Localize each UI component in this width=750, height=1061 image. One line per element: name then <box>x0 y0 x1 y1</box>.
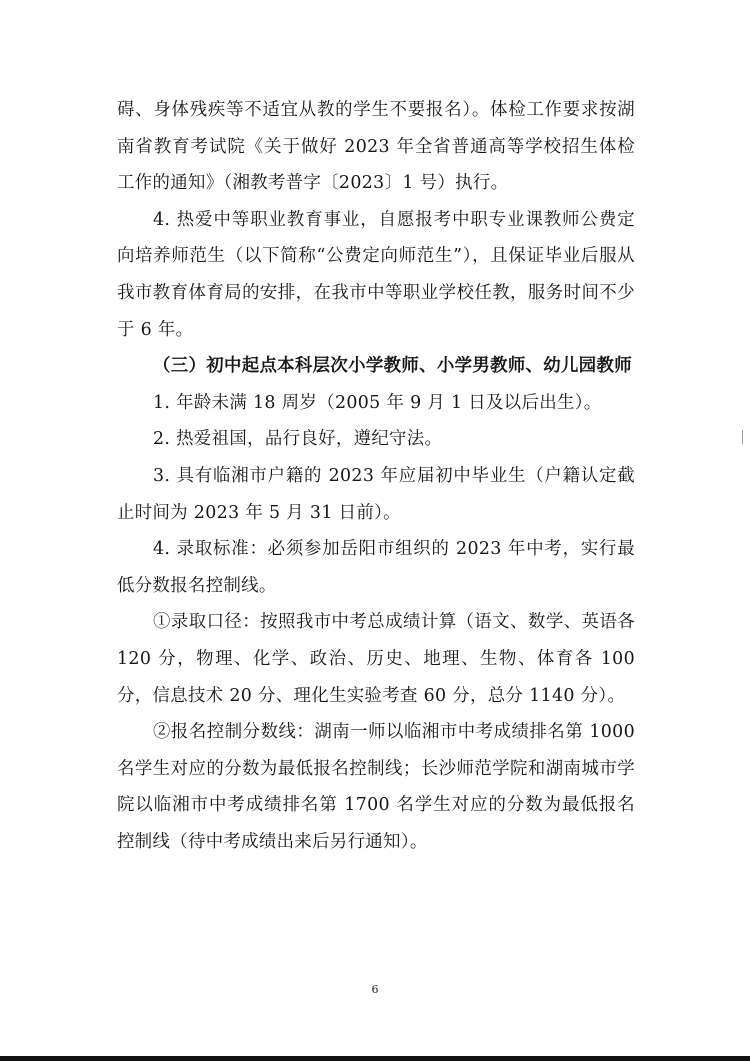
paragraph-age-requirement: 1. 年龄未满 18 周岁（2005 年 9 月 1 日及以后出生）。 <box>153 392 602 413</box>
document-body <box>117 92 635 860</box>
paragraph-residency-requirement: 3. 具有临湘市户籍的 2023 年应届初中毕业生（户籍认定截止时间为 2023 年 5 月 31 日前）。 <box>117 465 635 523</box>
paragraph-score-threshold: ②报名控制分数线：湖南一师以临湘市中考成绩排名第 1000 名学生对应的分数为最低报名控制线；长沙师范学院和湖南城市学院以临湘市中考成绩排名第 1700 名学生对应的分数为最低报名控制线（待中考成绩出来后另行通知）。 <box>117 722 635 852</box>
page-number: 6 <box>371 983 379 996</box>
paragraph-health-check-continuation: 碍、身体残疾等不适宜从教的学生不要报名）。体检工作要求按湖南省教育考试院《关于做好 2023 年全省普通高等学校招生体检工作的通知》（湘教考普字〔2023〕1 号）执行。 <box>117 100 635 194</box>
scan-edge-mark <box>742 430 743 444</box>
paragraph-conduct-requirement: 2. 热爱祖国，品行良好，遵纪守法。 <box>153 429 443 450</box>
paragraph-score-calculation: ①录取口径：按照我市中考总成绩计算（语文、数学、英语各 120 分，物理、化学、政治、历史、地理、生物、体育各 100 分，信息技术 20 分、理化生实验考查 60 分，总分 1140 分）。 <box>117 612 635 706</box>
section-heading-junior-high-track: （三）初中起点本科层次小学教师、小学男教师、幼儿园教师 <box>153 356 632 377</box>
scan-bottom-border <box>0 1056 750 1061</box>
paragraph-admission-standard: 4. 录取标准：必须参加岳阳市组织的 2023 年中考，实行最低分数报名控制线。 <box>117 539 635 596</box>
paragraph-vocational-commitment: 4. 热爱中等职业教育事业，自愿报考中职专业课教师公费定向培养师范生（以下简称“公费定向师范生”），且保证毕业后服从我市教育体育局的安排，在我市中等职业学校任教，服务时间不少于 6 年。 <box>117 209 635 340</box>
